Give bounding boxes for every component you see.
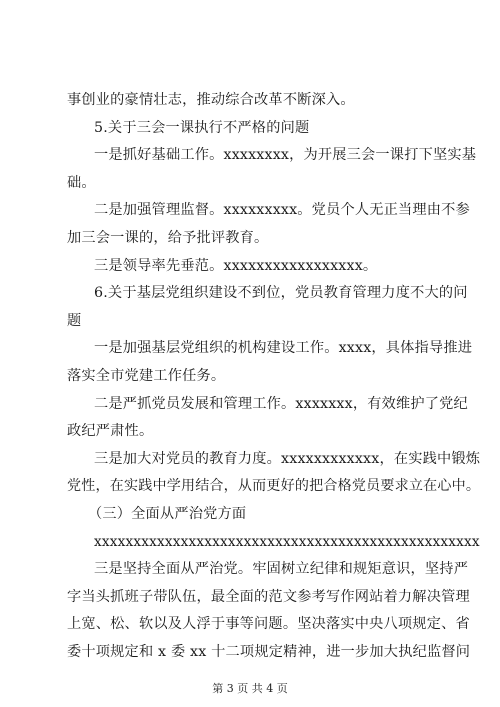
text-line: 二是严抓党员发展和管理工作。xxxxxxx，有效维护了党纪	[94, 395, 468, 412]
text-line: xxxxxxxxxxxxxxxxxxxxxxxxxxxxxxxxxxxxxxxxxxxxxxxxx	[94, 533, 480, 550]
text-line: 三是加大对党员的教育力度。xxxxxxxxxxxx，在实践中锻炼	[94, 450, 481, 467]
text-line: 字当头抓班子带队伍，最全面的范文参考写作网站着力解决管理	[67, 588, 470, 605]
text-line: 一是加强基层党组织的机构建设工作。xxxx，具体指导推进	[94, 340, 473, 357]
text-line: 一是抓好基础工作。xxxxxxxx，为开展三会一课打下坚实基	[94, 147, 477, 164]
page-number: 第 3 页 共 4 页	[212, 682, 288, 695]
section-heading-6: 6.关于基层党组织建设不到位，党员教育管理力度不大的问	[94, 285, 468, 302]
section-heading-5: 5.关于三会一课执行不严格的问题	[94, 119, 310, 136]
text-line: 三是坚持全面从严治党。牢固树立纪律和规矩意识，坚持严	[94, 561, 469, 578]
text-line: 落实全市党建工作任务。	[67, 368, 226, 384]
text-line: 委十项规定和 x 委 xx 十二项规定精神，进一步加大执纪监督问	[67, 644, 471, 660]
text-line: 题	[67, 312, 82, 329]
text-line: 党性，在实践中学用结合，从而更好的把合格党员要求立在心中。	[67, 478, 481, 495]
text-line: 三是领导率先垂范。xxxxxxxxxxxxxxxxx。	[94, 257, 378, 274]
text-line: 政纪严肃性。	[67, 423, 154, 440]
section-heading-3: （三）全面从严治党方面	[88, 506, 247, 522]
text-line: 二是加强管理监督。xxxxxxxxx。党员个人无正当理由不参	[94, 202, 470, 219]
text-line: 础。	[67, 174, 96, 191]
text-line: 事创业的豪情壮志，推动综合改革不断深入。	[67, 92, 355, 108]
text-line: 上宽、松、软以及人浮于事等问题。坚决落实中央八项规定、省	[67, 616, 470, 633]
text-line: 加三会一课的，给予批评教育。	[67, 230, 269, 246]
